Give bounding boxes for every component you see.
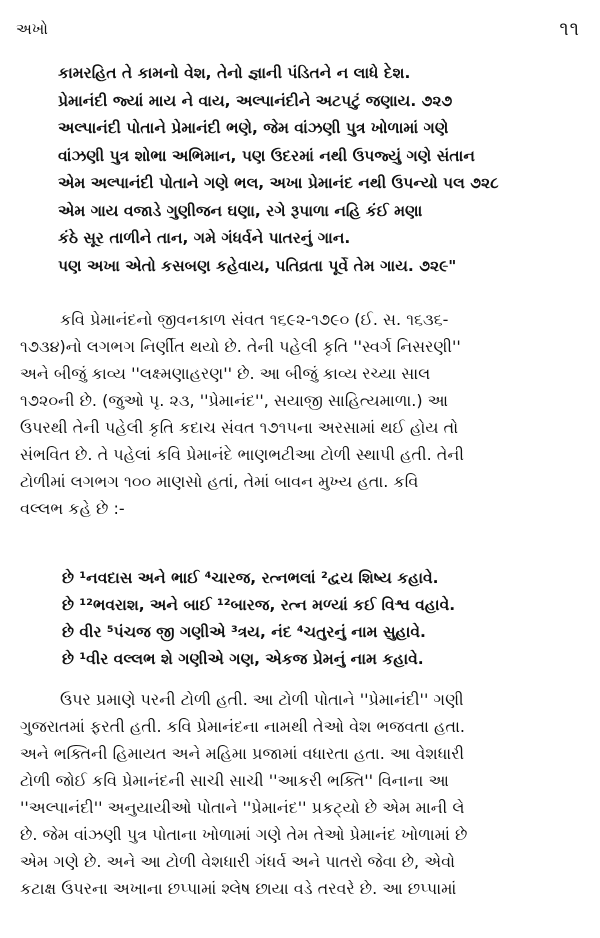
paragraph-line: એમ ગણે છે. અને આ ટોળી વેશધારી ગંધર્વ અને પાતરો જેવા છે, એવો xyxy=(20,852,456,871)
verse-line: છે ¹વીર વલ્લભ શે ગણીએ ગણ, એકજ પ્રેમનું નામ કહાવે. xyxy=(62,650,424,668)
verse-line: પણ અખા એતો કસબણ કહેવાય, પતિવ્રતા પૂર્વે તેમ ગાય. ૭૨૯" xyxy=(58,256,457,275)
verse-block-2 xyxy=(62,565,592,673)
paragraph-1 xyxy=(20,306,588,522)
paragraph-line: ઉપરથી તેની પહેલી કૃતિ કદાચ સંવત ૧૭૧૫ના અરસામાં થઈ હોય તો xyxy=(20,418,459,437)
paragraph-line: અને બીજું કાવ્ય ''લક્ષ્મણાહરણ'' છે. આ બીજું કાવ્ય રચ્યા સાલ xyxy=(20,364,431,383)
paragraph-line: ઉપર પ્રમાણે પરની ટોળી હતી. આ ટોળી પોતાને ''પ્રેમાનંદી'' ગણી xyxy=(60,690,464,709)
verse-line: કામરહિત તે કામનો વેશ, તેનો જ્ઞાની પંડિતને ન લાધે દેશ. xyxy=(58,64,411,82)
running-head: અખો xyxy=(16,20,48,38)
paragraph-line: સંભવિત છે. તે પહેલાં કવિ પ્રેમાનંદે ભાણભટીઆ ટોળી સ્થાપી હતી. તેની xyxy=(20,445,464,464)
verse-block-1 xyxy=(58,60,588,280)
paragraph-line: ટોળી જોઈ કવિ પ્રેમાનંદની સાચી સાચી ''આકરી ભક્તિ'' વિનાના આ xyxy=(20,771,449,790)
paragraph-line: ગુજરાતમાં ફરતી હતી. કવિ પ્રેમાનંદના નામથી તેઓ વેશ ભજવતા હતા. xyxy=(20,717,465,736)
verse-line: વાંઝણી પુત્ર શોભા અભિમાન, પણ ઉદરમાં નથી ઉપજ્યું ગણે સંતાન xyxy=(58,146,475,165)
page-number: ૧૧ xyxy=(559,18,580,40)
verse-line: છે વીર ⁵પંચજ જી ગણીએ ³ત્રય, નંદ ⁴ચતુરનું નામ સુહાવે. xyxy=(62,623,426,641)
verse-line: પ્રેમાનંદી જ્યાં માય ને વાય, અલ્પાનંદીને અટપટું જણાય. ૭૨૭ xyxy=(58,91,453,110)
paragraph-line: કવિ પ્રેમાનંદનો જીવનકાળ સંવત ૧૬૯૨-૧૭૯૦ (ઈ. સ. ૧૬૩૬- xyxy=(60,310,449,329)
paragraph-line: ટોળીમાં લગભગ ૧૦૦ માણસો હતાં, તેમાં બાવન મુખ્ય હતા. કવિ xyxy=(20,472,419,491)
paragraph-line: ૧૭૩૪)નો લગભગ નિર્ણીત થયો છે. તેની પહેલી કૃતિ ''સ્વર્ગ નિસરણી'' xyxy=(20,337,461,356)
verse-line: એમ ગાય વજાડે ગુણીજન ઘણા, રગે રૂપાળા નહિ કંઈ મણા xyxy=(58,201,423,220)
paragraph-line: ''અલ્પાનંદી'' અનુયાયીઓ પોતાને ''પ્રેમાનંદ'' પ્રકટ્યો છે એમ માની લે xyxy=(20,798,465,817)
verse-line: છે ¹નવદાસ અને ભાઈ ⁴ચારજ, રત્નભલાં ²દ્વય શિષ્ય કહાવે. xyxy=(62,569,439,587)
paragraph-line: અને ભક્તિની હિમાયત અને મહિમા પ્રજામાં વધારતા હતા. આ વેશધારી xyxy=(20,744,465,763)
paragraph-line: વલ્લભ કહે છે :- xyxy=(20,499,125,518)
paragraph-line: કટાક્ષ ઉપરના અખાના છપ્પામાં શ્લેષ છાયા વડે તરવરે છે. આ છપ્પામાં xyxy=(20,879,457,898)
verse-line: અલ્પાનંદી પોતાને પ્રેમાનંદી ભણે, જેમ વાંઝણી પુત્ર ખોળામાં ગણે xyxy=(58,119,449,137)
verse-line: કંઠે સૂર તાળીને તાન, ગમે ગંધર્વને પાતરનું ગાન. xyxy=(58,229,351,247)
paragraph-2 xyxy=(20,686,588,902)
verse-line: છે ¹²ભવરાશ, અને બાઈ ¹²બારજ, રત્ન મળ્યાં કઈ વિશ્વ વહાવે. xyxy=(62,596,456,614)
paragraph-line: ૧૭૨૦ની છે. (જુઓ પૃ. ૨૩, ''પ્રેમાનંદ'', સયાજી સાહિત્યમાળા.) આ xyxy=(20,391,449,410)
paragraph-line: છે. જેમ વાંઝણી પુત્ર પોતાના ખોળામાં ગણે તેમ તેઓ પ્રેમાનંદ ખોળામાં છે xyxy=(20,825,468,844)
verse-line: એમ અલ્પાનંદી પોતાને ગણે ભલ, અખા પ્રેમાનંદ નથી ઉપન્યો પલ ૭૨૮ xyxy=(58,174,499,192)
page-header xyxy=(16,16,580,42)
